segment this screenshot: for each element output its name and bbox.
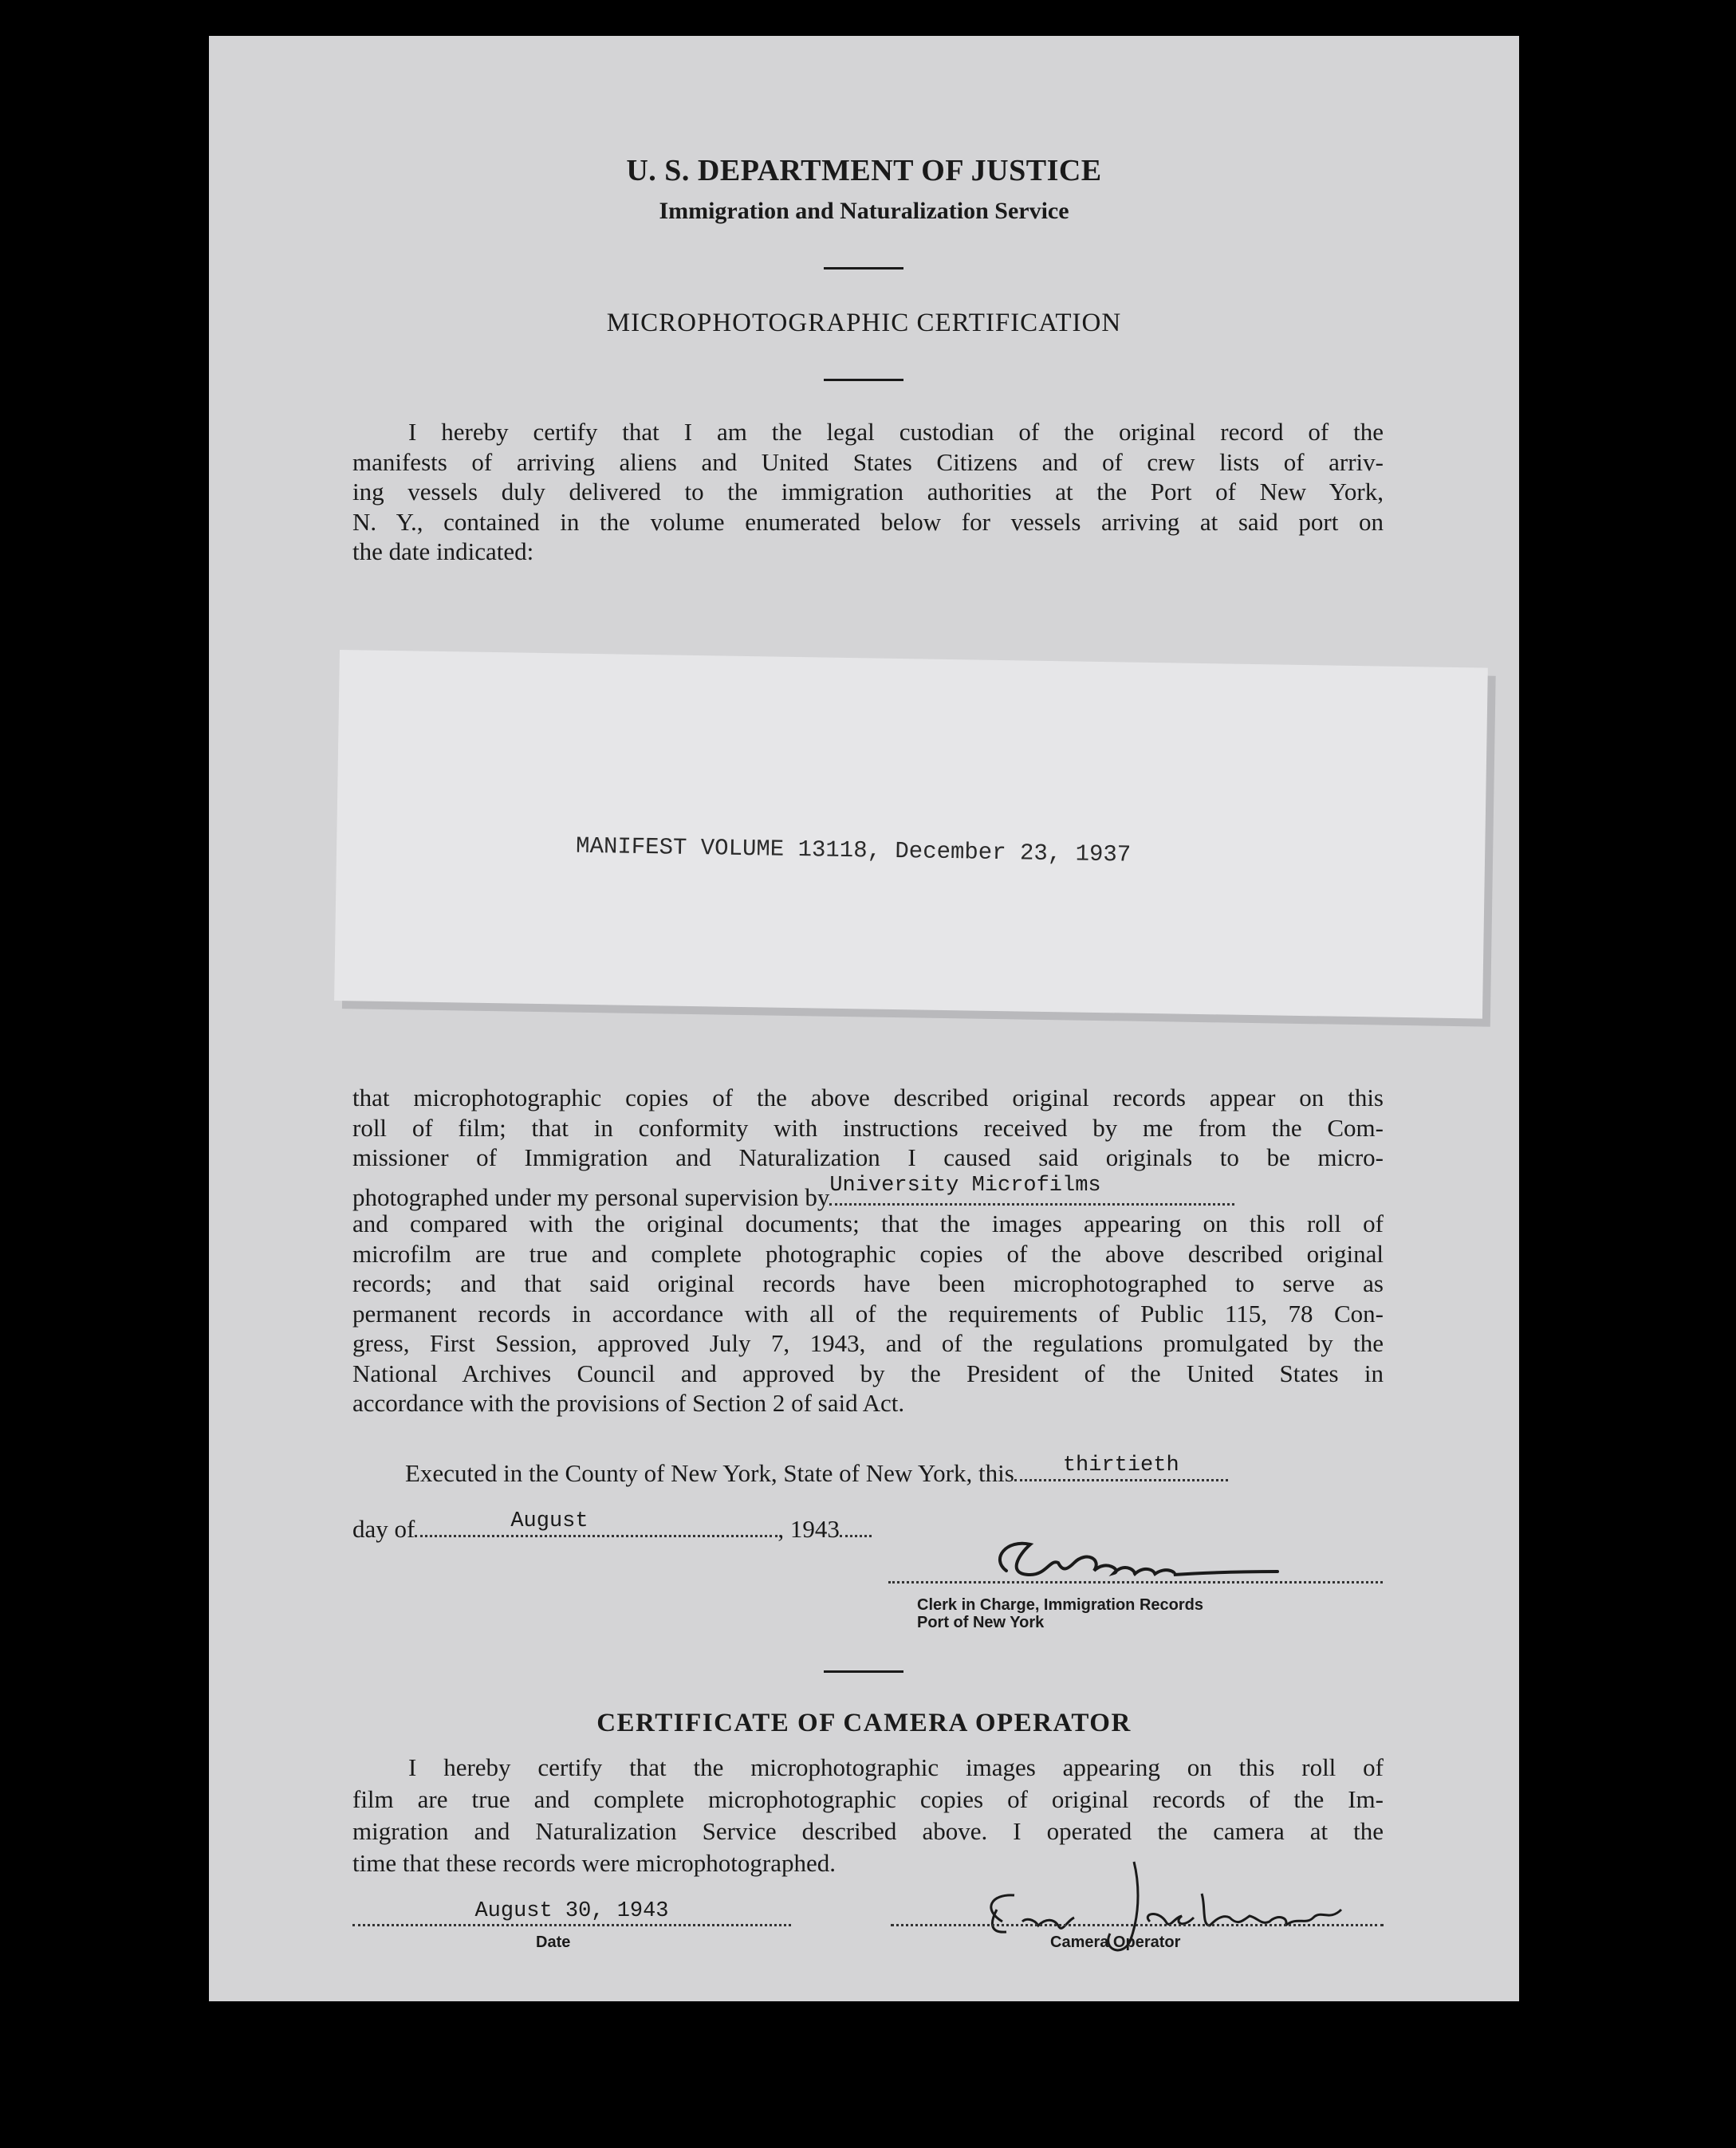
year-text: , 1943 [777,1515,840,1543]
month-value: August [510,1509,589,1533]
clerk-signature-line [888,1581,1383,1583]
intro-line: N. Y., contained in the volume enumerated below for vessels arriving at said port on [352,507,1384,536]
manifest-slip [334,650,1488,1019]
manifest-volume-text: MANIFEST VOLUME 13118, December 23, 1937 [575,832,1132,868]
intro-paragraph [352,417,1384,567]
camera-operator-label: Camera Operator [1050,1934,1181,1951]
intro-line: ing vessels duly delivered to the immigration authorities at the Port of New York, [352,478,1384,506]
day-field [1014,1455,1228,1481]
day-of-label: day of [352,1515,415,1543]
camera-line: time that these records were microphotographed. [352,1849,836,1877]
body-line: and compared with the original documents; that the images appearing on this roll of [352,1210,1384,1237]
camera-line: film are true and complete microphotographic copies of original records of the Im- [352,1785,1384,1813]
clerk-port: Port of New York [917,1614,1045,1631]
body-line: gress, First Session, approved July 7, 1943, and of the regulations promulgated by the [352,1329,1384,1357]
body-line: that microphotographic copies of the above described original records appear on this [352,1084,1384,1111]
day-value: thirtieth [1062,1454,1179,1477]
certification-title: MICROPHOTOGRAPHIC CERTIFICATION [606,309,1122,337]
intro-line: I hereby certify that I am the legal custodian of the original record of the [408,418,1384,446]
camera-line: I hereby certify that the microphotographic images appearing on this roll of [408,1753,1384,1781]
camera-date-value: August 30, 1943 [474,1899,669,1923]
execution-prefix: Executed in the County of New York, State of New York, this [405,1459,1014,1487]
body-line: accordance with the provisions of Section 2 of said Act. [352,1389,905,1417]
supervisor-value: University Microfilms [829,1174,1101,1198]
body-line: records; and that said original records have been microphotographed to serve as [352,1269,1384,1297]
intro-line: manifests of arriving aliens and United States Citizens and of crew lists of arriv- [352,447,1384,476]
execution-line [405,1455,1228,1488]
camera-date-line [352,1924,791,1926]
clerk-title: Clerk in Charge, Immigration Records [917,1596,1203,1614]
supervision-prefix: photographed under my personal supervision by [352,1182,830,1211]
body-line: missioner of Immigration and Naturalization I caused said originals to be micro- [352,1143,1384,1171]
camera-date-label: Date [536,1934,571,1951]
certificate-page [209,36,1519,2001]
month-field [415,1511,777,1537]
department-title: U. S. DEPARTMENT OF JUSTICE [626,154,1102,187]
supervisor-field [829,1174,1234,1206]
body-line: National Archives Council and approved by the President of the United States in [352,1359,1384,1387]
camera-operator-line [891,1924,1384,1926]
body-line: permanent records in accordance with all of the requirements of Public 115, 78 Con- [352,1299,1384,1328]
intro-line: the date indicated: [352,537,534,565]
divider-rule [824,379,903,381]
date-line [352,1511,872,1544]
body-paragraph [352,1083,1384,1418]
divider-rule [824,267,903,269]
camera-line: migration and Naturalization Service described above. I operated the camera at the [352,1817,1384,1845]
body-line: microfilm are true and complete photographic copies of the above described original [352,1239,1384,1268]
service-subtitle: Immigration and Naturalization Service [659,198,1069,224]
divider-rule [824,1670,903,1673]
body-line: roll of film; that in conformity with instructions received by me from the Com- [352,1113,1384,1142]
clerk-signature [974,1527,1309,1599]
year-dots [840,1511,872,1537]
camera-certificate-title: CERTIFICATE OF CAMERA OPERATOR [596,1709,1132,1737]
supervision-line [352,1174,1384,1211]
